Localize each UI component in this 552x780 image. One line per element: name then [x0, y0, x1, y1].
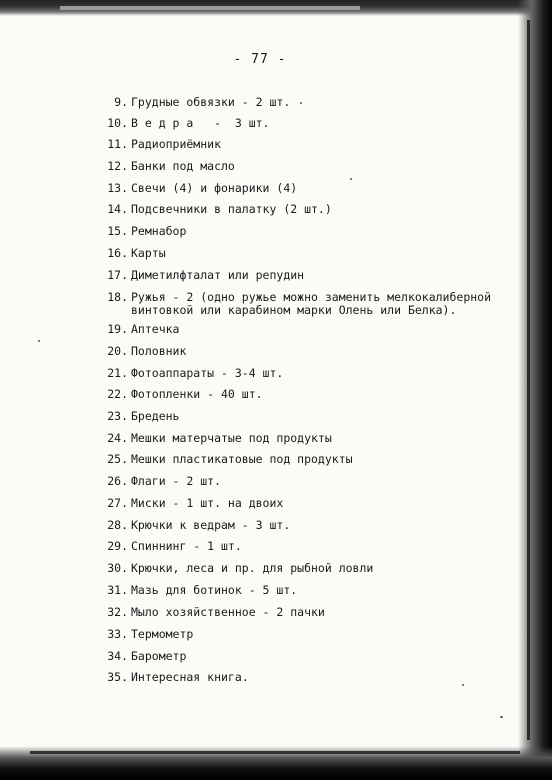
item-text: Интересная книга. [131, 670, 249, 684]
scan-edge-right [518, 0, 552, 780]
item-text: Бредень [131, 409, 180, 423]
item-text: Мешки пластикатовые под продукты [131, 452, 353, 466]
item-number: 24. [107, 431, 128, 445]
list-item [96, 367, 516, 380]
scan-speck [350, 178, 352, 180]
item-number: 22. [107, 387, 128, 401]
list-item [96, 410, 516, 423]
item-text: Радиоприёмник [131, 137, 222, 151]
item-number: 25. [107, 452, 128, 466]
item-number: 34. [107, 649, 128, 663]
item-number: 21. [107, 366, 128, 380]
item-text: Термометр [131, 627, 194, 641]
page-number: - 77 - [233, 52, 287, 67]
list-item [96, 117, 516, 130]
item-number: 29. [107, 539, 128, 553]
scan-speck [38, 340, 40, 342]
item-text: Карты [131, 246, 166, 260]
item-number: 9. [114, 95, 128, 109]
item-number: 31. [107, 583, 128, 597]
item-number: 35. [107, 670, 128, 684]
scan-edge-top-highlight [60, 6, 360, 10]
scan-speck [462, 684, 464, 686]
list-item [96, 650, 516, 663]
list-item [96, 225, 516, 238]
list-item [96, 291, 516, 317]
list-item [96, 160, 516, 173]
item-text: Половник [131, 344, 187, 358]
item-number: 26. [107, 474, 128, 488]
list-item [96, 388, 516, 401]
list-item [96, 345, 516, 358]
list-item [96, 96, 516, 109]
item-number: 20. [107, 344, 128, 358]
item-text: Диметилфталат или репудин [131, 268, 305, 282]
item-text: Крючки к ведрам - 3 шт. [131, 518, 291, 532]
item-text: Банки под масло [131, 159, 235, 173]
list-item [96, 671, 516, 684]
list-item [96, 497, 516, 510]
list-item [96, 628, 516, 641]
item-text: Свечи (4) и фонарики (4) [131, 181, 298, 195]
item-number: 14. [107, 202, 128, 216]
item-number: 33. [107, 627, 128, 641]
item-text: В е д р а - 3 шт. [131, 116, 270, 130]
item-number: 23. [107, 409, 128, 423]
item-number: 12. [107, 159, 128, 173]
list-item [96, 203, 516, 216]
item-text: Грудные обвязки - 2 шт. [131, 95, 291, 109]
list-item [96, 269, 516, 282]
item-text: Мазь для ботинок - 5 шт. [131, 583, 298, 597]
item-text: Мешки матерчатые под продукты [131, 431, 332, 445]
item-text: Подсвечники в палатку (2 шт.) [131, 202, 332, 216]
item-text: Фотоаппараты - 3-4 шт. [131, 366, 284, 380]
item-text: Флаги - 2 шт. [131, 474, 222, 488]
item-number: 28. [107, 518, 128, 532]
item-number: 19. [107, 322, 128, 336]
list-item [96, 247, 516, 260]
list-item [96, 584, 516, 597]
list-item [96, 519, 516, 532]
item-number: 17. [107, 268, 128, 282]
list-item [96, 475, 516, 488]
item-text: Аптечка [131, 322, 180, 336]
item-number: 11. [107, 137, 128, 151]
scan-speck [500, 716, 503, 718]
list-item [96, 432, 516, 445]
item-number: 13. [107, 181, 128, 195]
list-item [96, 540, 516, 553]
item-text: Барометр [131, 649, 187, 663]
item-text: Спиннинг - 1 шт. [131, 539, 242, 553]
item-text: Мыло хозяйственное - 2 пачки [131, 605, 325, 619]
item-text: Миски - 1 шт. на двоих [131, 496, 284, 510]
list-item [96, 323, 516, 336]
item-number: 32. [107, 605, 128, 619]
scan-edge-bottom-line [30, 751, 520, 754]
list-item [96, 138, 516, 151]
item-text: Фотопленки - 40 шт. [131, 387, 263, 401]
item-text: Ремнабор [131, 224, 187, 238]
scan-edge-right-line [527, 20, 530, 740]
item-number: 10. [107, 116, 128, 130]
list-item [96, 453, 516, 466]
item-number: 16. [107, 246, 128, 260]
item-number: 27. [107, 496, 128, 510]
item-number: 18. [107, 290, 128, 304]
list-item [96, 606, 516, 619]
item-text: Крючки, леса и пр. для рыбной ловли [131, 561, 374, 575]
list-item [96, 562, 516, 575]
item-number: 15. [107, 224, 128, 238]
list-item [96, 182, 516, 195]
item-number: 30. [107, 561, 128, 575]
item-text: Ружья - 2 (одно ружье можно заменить мелкокалиберной винтовкой или карабином марки Олень или Белка). [131, 290, 498, 317]
